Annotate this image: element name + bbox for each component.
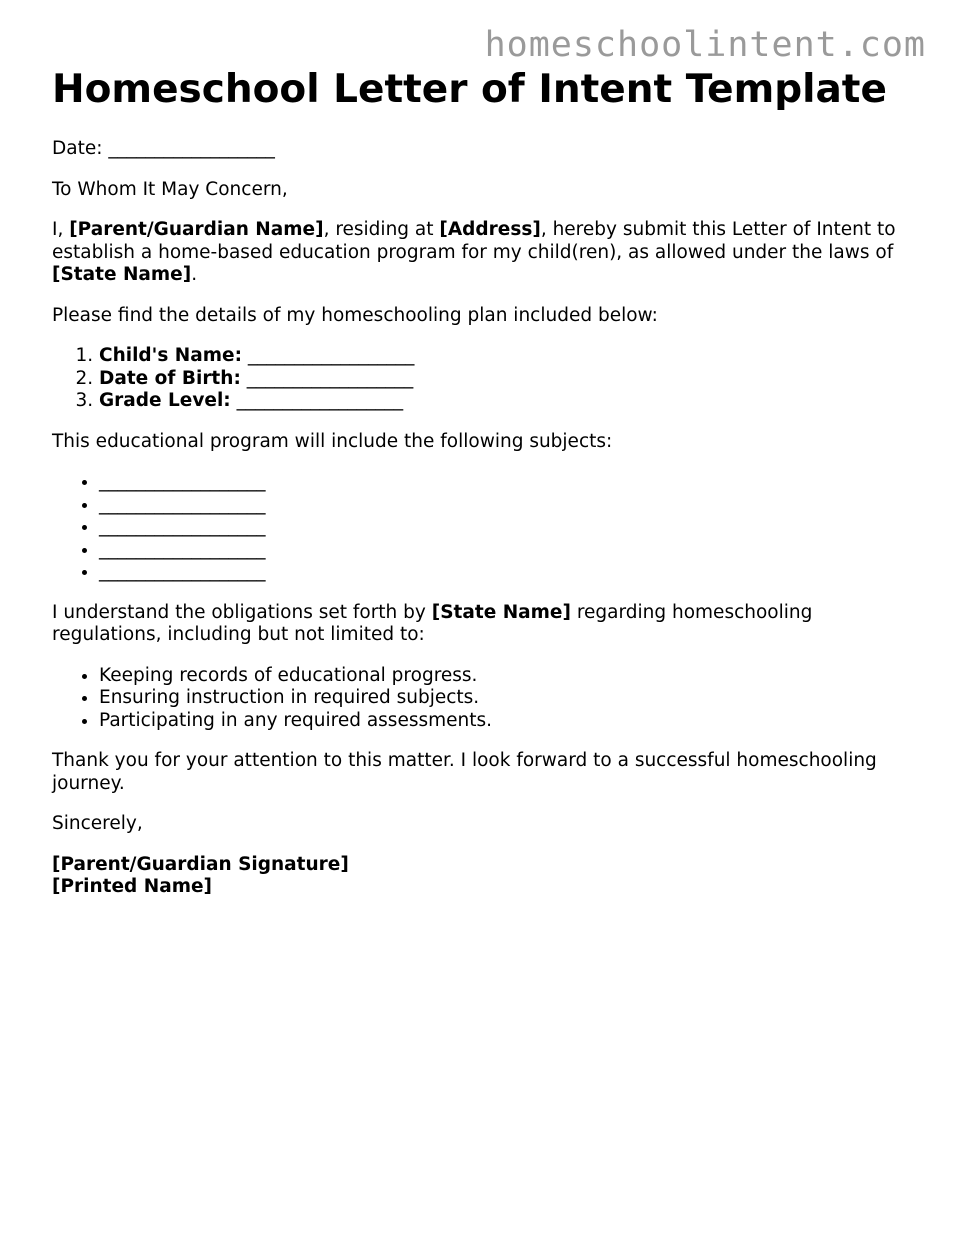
printed-name-placeholder: [Printed Name] [52, 876, 212, 897]
intro-paragraph [52, 219, 912, 287]
details-item-grade-level [99, 390, 912, 413]
details-list [52, 345, 912, 413]
subject-item: • __________________ [99, 471, 912, 494]
details-blank: __________________ [240, 367, 414, 389]
intro-text-3: , hereby submit this Letter of Intent to establish a home-based education program for my child(ren), as allowed under the laws of [52, 219, 896, 263]
state-placeholder: [State Name] [431, 601, 571, 623]
signature-placeholder: [Parent/Guardian Signature] [52, 853, 349, 875]
details-item-child-name [99, 345, 912, 368]
sign-off: Sincerely, [52, 813, 143, 834]
subject-item: • __________________ [99, 516, 912, 539]
intro-text-1: I, [52, 219, 70, 240]
subject-item: • __________________ [99, 561, 912, 584]
parent-name-placeholder: [Parent/Guardian Name] [69, 219, 324, 240]
details-label: Grade Level: [99, 390, 231, 411]
obligations-list [52, 665, 912, 733]
obligation-item: • Keeping records of educational progress. [99, 665, 912, 688]
details-label: Date of Birth: [99, 367, 241, 389]
obligation-item: • Ensuring instruction in required subjects. [99, 687, 912, 710]
watermark: homeschoolintent.com [484, 25, 926, 65]
intro-text-4: . [191, 264, 198, 285]
signature-block [52, 854, 912, 899]
obligations-text-1: I understand the obligations set forth by [52, 601, 432, 623]
obligations-text-2: regarding homeschooling regulations, including but not limited to: [52, 601, 813, 645]
state-placeholder: [State Name] [52, 264, 192, 285]
obligation-item: • Participating in any required assessments. [99, 710, 912, 733]
subject-item: • __________________ [99, 539, 912, 562]
details-intro: Please find the details of my homeschooling plan included below: [52, 304, 658, 326]
details-blank: __________________ [230, 390, 404, 411]
salutation: To Whom It May Concern, [52, 178, 288, 200]
details-item-date-of-birth [99, 368, 912, 391]
address-placeholder: [Address] [439, 219, 541, 240]
page-title: Homeschool Letter of Intent Template [52, 67, 887, 112]
intro-text-2: , residing at [323, 219, 440, 240]
subjects-intro: This educational program will include the following subjects: [52, 430, 613, 452]
details-label: Child's Name: [99, 345, 242, 366]
date-line: Date: __________________ [52, 138, 275, 159]
details-blank: __________________ [241, 345, 415, 366]
closing-paragraph: Thank you for your attention to this matter. I look forward to a successful homeschooling journey. [52, 750, 877, 794]
subjects-list [52, 471, 912, 584]
letter-document [52, 68, 912, 899]
subject-item: • __________________ [99, 494, 912, 517]
obligations-paragraph [52, 602, 912, 647]
